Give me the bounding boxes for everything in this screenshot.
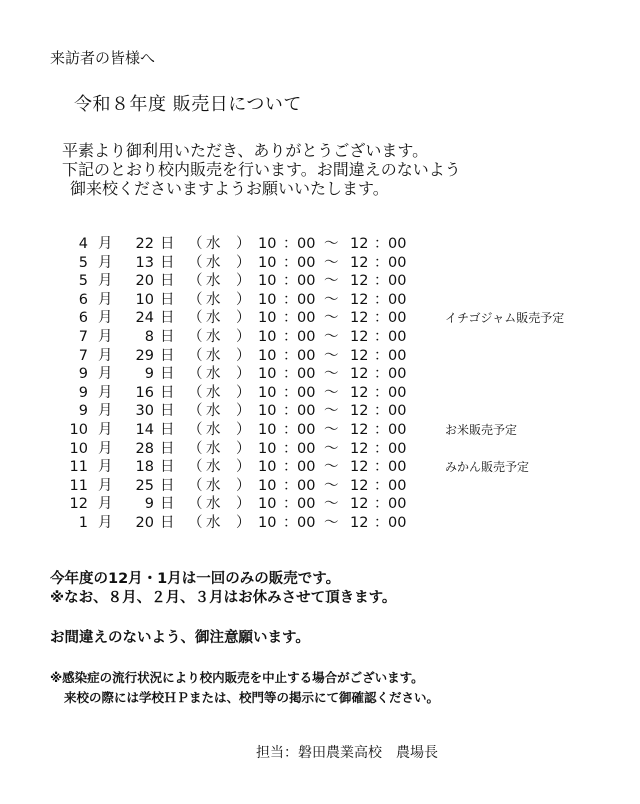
day-number: 20: [135, 273, 154, 290]
day-number: 14: [135, 421, 154, 438]
time-range-tilde: ～: [324, 440, 339, 457]
close-paren: ）: [236, 310, 251, 327]
close-paren: ）: [236, 236, 251, 252]
month-number: 7: [78, 328, 88, 345]
end-minute: 00: [388, 440, 407, 457]
start-hour: 10: [258, 496, 277, 513]
start-minute: 00: [297, 403, 316, 420]
day-number: 9: [144, 366, 154, 383]
month-unit: 月: [98, 477, 113, 494]
day-unit: 日: [160, 291, 175, 308]
time-colon: ：: [374, 273, 389, 290]
caution-text: お間違えのないよう、御注意願います。: [50, 630, 310, 646]
time-colon: ：: [374, 421, 389, 438]
time-range-tilde: ～: [324, 236, 339, 252]
day-unit: 日: [160, 366, 175, 383]
time-colon: ：: [374, 291, 389, 308]
end-minute: 00: [388, 254, 407, 271]
time-colon: ：: [283, 459, 298, 476]
close-paren: ）: [236, 440, 251, 457]
day-number: 10: [135, 291, 154, 308]
day-unit: 日: [160, 403, 175, 420]
infection-notice: [50, 668, 439, 708]
schedule-row: [0, 514, 640, 533]
end-hour: 12: [350, 496, 369, 513]
end-hour: 12: [350, 421, 369, 438]
open-paren: （: [188, 459, 203, 476]
close-paren: ）: [236, 366, 251, 383]
time-colon: ：: [374, 440, 389, 457]
weekday: 水: [206, 273, 221, 290]
end-hour: 12: [350, 291, 369, 308]
weekday: 水: [206, 328, 221, 345]
time-colon: ：: [374, 236, 389, 252]
open-paren: （: [188, 477, 203, 494]
open-paren: （: [188, 403, 203, 420]
time-colon: ：: [374, 328, 389, 345]
close-paren: ）: [236, 384, 251, 401]
day-number: 29: [135, 347, 154, 364]
month-unit: 月: [98, 421, 113, 438]
month-number: 9: [78, 366, 88, 383]
month-unit: 月: [98, 254, 113, 271]
start-minute: 00: [297, 440, 316, 457]
end-hour: 12: [350, 273, 369, 290]
open-paren: （: [188, 384, 203, 401]
open-paren: （: [188, 236, 203, 252]
end-minute: 00: [388, 236, 407, 252]
start-minute: 00: [297, 347, 316, 364]
end-hour: 12: [350, 403, 369, 420]
time-colon: ：: [374, 384, 389, 401]
time-colon: ：: [283, 440, 298, 457]
start-hour: 10: [258, 421, 277, 438]
time-colon: ：: [283, 254, 298, 271]
start-minute: 00: [297, 291, 316, 308]
month-unit: 月: [98, 273, 113, 290]
month-number: 1: [78, 514, 88, 531]
month-number: 5: [78, 273, 88, 290]
weekday: 水: [206, 384, 221, 401]
time-range-tilde: ～: [324, 477, 339, 494]
schedule-row: [0, 440, 640, 459]
schedule-row: [0, 495, 640, 514]
end-hour: 12: [350, 477, 369, 494]
start-hour: 10: [258, 236, 277, 252]
sales-schedule: [0, 235, 640, 533]
start-minute: 00: [297, 328, 316, 345]
weekday: 水: [206, 236, 221, 252]
start-minute: 00: [297, 254, 316, 271]
month-number: 10: [69, 440, 88, 457]
weekday: 水: [206, 440, 221, 457]
time-range-tilde: ～: [324, 403, 339, 420]
day-unit: 日: [160, 310, 175, 327]
open-paren: （: [188, 328, 203, 345]
start-hour: 10: [258, 477, 277, 494]
end-minute: 00: [388, 403, 407, 420]
time-colon: ：: [374, 496, 389, 513]
time-colon: ：: [283, 421, 298, 438]
day-unit: 日: [160, 421, 175, 438]
sale-note: みかん販売予定: [445, 460, 530, 475]
day-number: 22: [135, 236, 154, 252]
remarks: [50, 570, 396, 608]
day-unit: 日: [160, 477, 175, 494]
start-hour: 10: [258, 366, 277, 383]
day-number: 8: [144, 328, 154, 345]
time-colon: ：: [374, 347, 389, 364]
schedule-row: [0, 347, 640, 366]
start-minute: 00: [297, 421, 316, 438]
schedule-row: [0, 254, 640, 273]
open-paren: （: [188, 347, 203, 364]
start-minute: 00: [297, 236, 316, 252]
close-paren: ）: [236, 477, 251, 494]
sale-note: お米販売予定: [445, 422, 518, 437]
weekday: 水: [206, 310, 221, 327]
close-paren: ）: [236, 403, 251, 420]
open-paren: （: [188, 310, 203, 327]
schedule-row: [0, 309, 640, 328]
weekday: 水: [206, 254, 221, 271]
start-hour: 10: [258, 310, 277, 327]
month-unit: 月: [98, 384, 113, 401]
open-paren: （: [188, 254, 203, 271]
start-minute: 00: [297, 459, 316, 476]
day-unit: 日: [160, 347, 175, 364]
start-hour: 10: [258, 384, 277, 401]
schedule-row: [0, 272, 640, 291]
start-hour: 10: [258, 273, 277, 290]
open-paren: （: [188, 291, 203, 308]
end-minute: 00: [388, 366, 407, 383]
day-unit: 日: [160, 459, 175, 476]
start-hour: 10: [258, 440, 277, 457]
close-paren: ）: [236, 459, 251, 476]
month-number: 9: [78, 384, 88, 401]
day-number: 20: [135, 514, 154, 531]
close-paren: ）: [236, 347, 251, 364]
day-number: 30: [135, 403, 154, 420]
intro-line: 御来校くださいますようお願いいたします。: [70, 179, 389, 198]
time-colon: ：: [283, 273, 298, 290]
time-colon: ：: [374, 514, 389, 531]
month-unit: 月: [98, 310, 113, 327]
open-paren: （: [188, 496, 203, 513]
schedule-row: [0, 477, 640, 496]
end-minute: 00: [388, 477, 407, 494]
start-hour: 10: [258, 328, 277, 345]
sale-note: イチゴジャム販売予定: [445, 311, 565, 326]
time-colon: ：: [283, 477, 298, 494]
day-unit: 日: [160, 514, 175, 531]
start-hour: 10: [258, 291, 277, 308]
month-number: 5: [78, 254, 88, 271]
month-number: 6: [78, 310, 88, 327]
month-number: 6: [78, 291, 88, 308]
intro-line: 下記のとおり校内販売を行います。お間違えのないよう: [62, 160, 461, 179]
time-range-tilde: ～: [324, 310, 339, 327]
schedule-row: [0, 402, 640, 421]
month-number: 10: [69, 421, 88, 438]
end-hour: 12: [350, 459, 369, 476]
end-minute: 00: [388, 310, 407, 327]
weekday: 水: [206, 459, 221, 476]
end-hour: 12: [350, 366, 369, 383]
weekday: 水: [206, 477, 221, 494]
day-number: 13: [135, 254, 154, 271]
open-paren: （: [188, 440, 203, 457]
schedule-row: [0, 291, 640, 310]
day-unit: 日: [160, 236, 175, 252]
start-minute: 00: [297, 477, 316, 494]
end-minute: 00: [388, 347, 407, 364]
end-minute: 00: [388, 328, 407, 345]
time-range-tilde: ～: [324, 273, 339, 290]
time-range-tilde: ～: [324, 421, 339, 438]
end-minute: 00: [388, 273, 407, 290]
remark-line: 今年度の12月・1月は一回のみの販売です。: [50, 571, 341, 587]
end-minute: 00: [388, 291, 407, 308]
close-paren: ）: [236, 496, 251, 513]
month-unit: 月: [98, 328, 113, 345]
month-number: 4: [78, 236, 88, 252]
month-unit: 月: [98, 366, 113, 383]
close-paren: ）: [236, 514, 251, 531]
month-unit: 月: [98, 291, 113, 308]
schedule-row: [0, 384, 640, 403]
close-paren: ）: [236, 273, 251, 290]
time-range-tilde: ～: [324, 291, 339, 308]
time-colon: ：: [374, 403, 389, 420]
end-hour: 12: [350, 328, 369, 345]
weekday: 水: [206, 403, 221, 420]
time-colon: ：: [374, 477, 389, 494]
notice-line: 来校の際には学校ＨＰまたは、校門等の掲示にて御確認ください。: [64, 690, 440, 705]
time-colon: ：: [374, 310, 389, 327]
time-colon: ：: [283, 310, 298, 327]
end-minute: 00: [388, 421, 407, 438]
month-number: 12: [69, 496, 88, 513]
time-range-tilde: ～: [324, 496, 339, 513]
month-number: 7: [78, 347, 88, 364]
weekday: 水: [206, 366, 221, 383]
weekday: 水: [206, 291, 221, 308]
start-hour: 10: [258, 403, 277, 420]
weekday: 水: [206, 347, 221, 364]
intro-paragraph: [62, 141, 461, 198]
end-hour: 12: [350, 440, 369, 457]
time-colon: ：: [283, 366, 298, 383]
end-hour: 12: [350, 514, 369, 531]
time-range-tilde: ～: [324, 328, 339, 345]
weekday: 水: [206, 421, 221, 438]
day-number: 25: [135, 477, 154, 494]
end-minute: 00: [388, 459, 407, 476]
day-unit: 日: [160, 384, 175, 401]
time-colon: ：: [283, 403, 298, 420]
schedule-row: [0, 365, 640, 384]
end-minute: 00: [388, 384, 407, 401]
page-title: 令和８年度 販売日について: [74, 94, 302, 115]
start-hour: 10: [258, 459, 277, 476]
notice-line: ※感染症の流行状況により校内販売を中止する場合がございます。: [50, 670, 424, 685]
end-hour: 12: [350, 254, 369, 271]
time-colon: ：: [283, 291, 298, 308]
greeting: 来訪者の皆様へ: [50, 49, 156, 67]
time-colon: ：: [283, 496, 298, 513]
time-range-tilde: ～: [324, 366, 339, 383]
time-colon: ：: [283, 384, 298, 401]
start-hour: 10: [258, 514, 277, 531]
time-range-tilde: ～: [324, 254, 339, 271]
start-minute: 00: [297, 514, 316, 531]
day-unit: 日: [160, 440, 175, 457]
time-colon: ：: [283, 347, 298, 364]
day-unit: 日: [160, 254, 175, 271]
schedule-row: [0, 421, 640, 440]
close-paren: ）: [236, 421, 251, 438]
month-unit: 月: [98, 496, 113, 513]
remark-line: ※なお、８月、２月、３月はお休みさせて頂きます。: [50, 590, 397, 606]
end-hour: 12: [350, 236, 369, 252]
open-paren: （: [188, 421, 203, 438]
start-minute: 00: [297, 496, 316, 513]
day-number: 24: [135, 310, 154, 327]
time-colon: ：: [374, 366, 389, 383]
intro-line: 平素より御利用いただき、ありがとうございます。: [62, 141, 429, 160]
end-hour: 12: [350, 347, 369, 364]
month-unit: 月: [98, 403, 113, 420]
month-unit: 月: [98, 347, 113, 364]
time-range-tilde: ～: [324, 459, 339, 476]
close-paren: ）: [236, 291, 251, 308]
schedule-row: [0, 328, 640, 347]
end-minute: 00: [388, 496, 407, 513]
time-colon: ：: [283, 514, 298, 531]
day-number: 18: [135, 459, 154, 476]
end-hour: 12: [350, 384, 369, 401]
start-minute: 00: [297, 273, 316, 290]
day-unit: 日: [160, 496, 175, 513]
weekday: 水: [206, 514, 221, 531]
time-colon: ：: [283, 328, 298, 345]
close-paren: ）: [236, 328, 251, 345]
signature: 担当：磐田農業高校 農場長: [256, 745, 438, 761]
start-minute: 00: [297, 310, 316, 327]
month-number: 9: [78, 403, 88, 420]
end-hour: 12: [350, 310, 369, 327]
open-paren: （: [188, 514, 203, 531]
start-hour: 10: [258, 347, 277, 364]
month-unit: 月: [98, 514, 113, 531]
month-unit: 月: [98, 236, 113, 252]
month-number: 11: [69, 477, 88, 494]
time-range-tilde: ～: [324, 384, 339, 401]
schedule-row: [0, 235, 640, 254]
time-range-tilde: ～: [324, 514, 339, 531]
open-paren: （: [188, 366, 203, 383]
start-minute: 00: [297, 384, 316, 401]
month-number: 11: [69, 459, 88, 476]
month-unit: 月: [98, 440, 113, 457]
open-paren: （: [188, 273, 203, 290]
day-unit: 日: [160, 273, 175, 290]
end-minute: 00: [388, 514, 407, 531]
time-colon: ：: [374, 459, 389, 476]
day-unit: 日: [160, 328, 175, 345]
time-colon: ：: [283, 236, 298, 252]
start-minute: 00: [297, 366, 316, 383]
day-number: 16: [135, 384, 154, 401]
day-number: 28: [135, 440, 154, 457]
time-range-tilde: ～: [324, 347, 339, 364]
close-paren: ）: [236, 254, 251, 271]
start-hour: 10: [258, 254, 277, 271]
time-colon: ：: [374, 254, 389, 271]
month-unit: 月: [98, 459, 113, 476]
schedule-row: [0, 458, 640, 477]
day-number: 9: [144, 496, 154, 513]
weekday: 水: [206, 496, 221, 513]
